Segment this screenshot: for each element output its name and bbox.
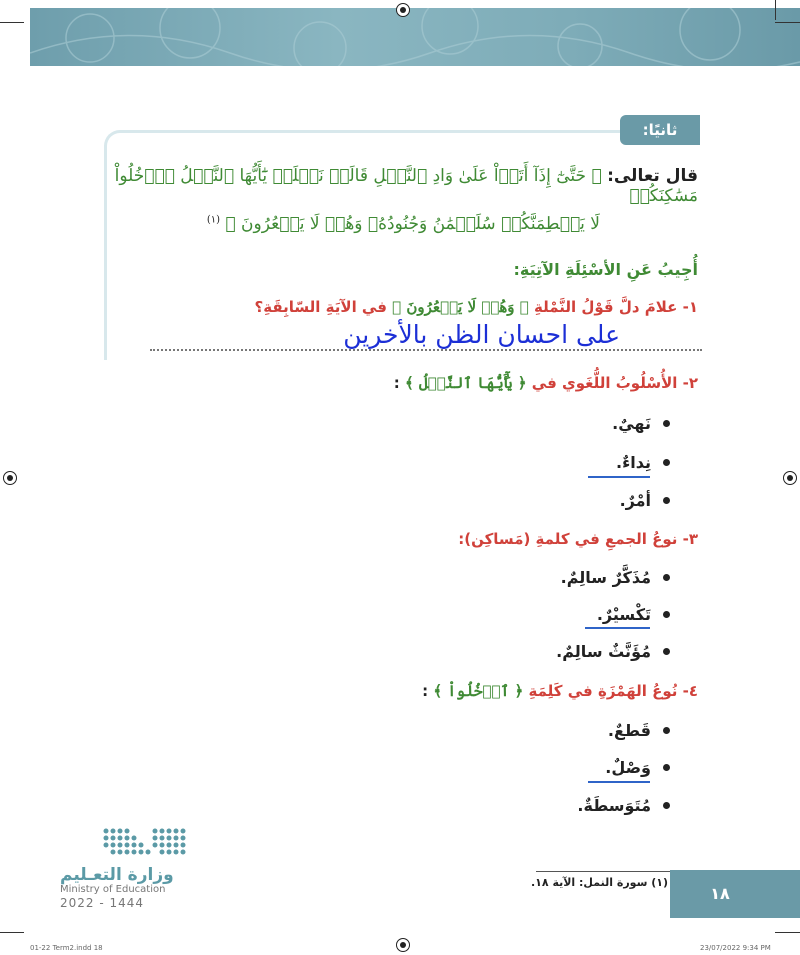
q2-option-2[interactable] xyxy=(616,453,670,472)
bullet-icon xyxy=(663,574,670,581)
q4-option-1[interactable] xyxy=(608,721,670,740)
question-3 xyxy=(458,530,698,548)
question-2 xyxy=(394,374,698,392)
q4-prefix: ٤- نُوعُ الهَمْزَةِ في كَلِمَةِ xyxy=(528,682,698,700)
option-label: مُذَكَّرٌ سالِمٌ. xyxy=(560,568,651,587)
verse-line-2 xyxy=(140,214,600,234)
bullet-icon xyxy=(663,611,670,618)
q1-suffix: في الآيَةِ السّابِقَةِ؟ xyxy=(254,298,387,316)
q1-prefix: ١- علامَ دلَّ قَوْلُ النَّمْلةِ xyxy=(533,298,698,316)
verse-footnote-ref: (١) xyxy=(206,214,220,226)
edition-year: 2022 - 1444 xyxy=(60,896,145,910)
question-1 xyxy=(255,298,698,316)
q4-quote: ﴿ ٱدۡخُلُواْ ﴾ xyxy=(433,682,524,700)
footnote: (١) سورة النمل: الآية ١٨. xyxy=(530,876,668,889)
ministry-name-english: Ministry of Education xyxy=(60,884,166,895)
footnote-rule xyxy=(536,871,670,872)
bullet-icon xyxy=(663,802,670,809)
q2-option-1[interactable] xyxy=(612,414,670,433)
slug-file-info: 01-22 Term2.indd 18 xyxy=(30,944,103,952)
section-frame-top xyxy=(104,130,625,153)
registration-mark-top xyxy=(396,3,410,17)
q3-selected-underline xyxy=(585,627,650,629)
verse-line-1 xyxy=(98,166,698,206)
section-label: ثانيًا: xyxy=(620,115,700,145)
instruction-heading: أُجِيبُ عَنِ الأسْئِلَةِ الآتِيَةِ: xyxy=(513,260,698,279)
q2-option-3[interactable] xyxy=(620,491,670,510)
bullet-icon xyxy=(663,648,670,655)
registration-mark-bottom xyxy=(396,938,410,952)
bullet-icon xyxy=(663,420,670,427)
bullet-icon xyxy=(663,727,670,734)
banner-pattern xyxy=(30,8,800,66)
crop-line xyxy=(0,932,24,933)
bullet-icon xyxy=(663,459,670,466)
answer-1-handwritten[interactable]: على احسان الظن بالأخرين xyxy=(343,320,620,349)
verse-intro: قال تعالى: xyxy=(607,166,698,186)
q4-option-3[interactable] xyxy=(577,796,670,815)
option-label: مُتَوَسطَةٌ. xyxy=(577,796,651,815)
q2-prefix: ٢- الأُسْلُوبُ اللُّغَوي في xyxy=(531,374,698,392)
q3-text: ٣- نوعُ الجمعِ في كلمةِ (مَساكِن): xyxy=(458,530,698,548)
q3-option-1[interactable] xyxy=(561,568,670,587)
crop-line xyxy=(775,932,800,933)
option-label: مُؤَنَّثٌ سالِمٌ. xyxy=(556,642,651,661)
option-label: نَهيٌ. xyxy=(612,414,651,433)
slug-timestamp: 23/07/2022 9:34 PM xyxy=(700,944,771,952)
page-number: ١٨ xyxy=(710,884,730,903)
registration-mark-right xyxy=(783,471,797,485)
option-label: نِداءٌ. xyxy=(616,453,651,472)
bullet-icon xyxy=(663,497,670,504)
bullet-icon xyxy=(663,764,670,771)
crop-line xyxy=(775,22,800,23)
q3-option-3[interactable] xyxy=(556,642,670,661)
verse-text-2: لَا يَحۡطِمَنَّكُمۡ سُلَيۡمَٰنُ وَجُنُودُهُۥ وَهُمۡ لَا يَشۡعُرُونَ ﴾ xyxy=(225,214,600,234)
option-label: قَطعٌ. xyxy=(607,721,651,740)
crop-line xyxy=(775,0,776,20)
q2-selected-underline xyxy=(588,476,650,478)
q1-quote: ﴿ وَهُمۡ لَا يَشۡعُرُونَ ﴾ xyxy=(392,298,529,316)
option-label: أمْرٌ. xyxy=(619,491,651,510)
question-4 xyxy=(422,682,698,700)
q4-selected-underline xyxy=(588,781,650,783)
header-banner xyxy=(30,8,800,66)
option-label: تَكْسيْرٌ. xyxy=(596,605,651,624)
ministry-logo-icon xyxy=(100,825,195,861)
registration-mark-left xyxy=(3,471,17,485)
q4-suffix: : xyxy=(422,682,429,700)
q2-suffix: : xyxy=(393,374,400,392)
q3-option-2[interactable] xyxy=(597,605,670,624)
q4-option-2[interactable] xyxy=(605,758,670,777)
q2-quote: ﴿ يَٰٓأَيُّهَا ٱلنَّمۡلُ ﴾ xyxy=(404,374,527,392)
verse-text-1: ﴿ حَتَّىٰٓ إِذَآ أَتَوۡاْ عَلَىٰ وَادِ ٱلنَّمۡلِ قَالَتۡ نَمۡلَةٞ يَٰٓأَيُّهَا ٱلنَّمۡلُ ٱدۡخُلُواْ مَسَٰكِنَكُمۡ xyxy=(114,166,698,206)
crop-line xyxy=(0,22,24,23)
ministry-name-arabic: وزارة التعـليم xyxy=(60,865,174,885)
option-label: وَصْلٌ. xyxy=(605,758,651,777)
answer-1-dotted-line xyxy=(150,349,702,351)
